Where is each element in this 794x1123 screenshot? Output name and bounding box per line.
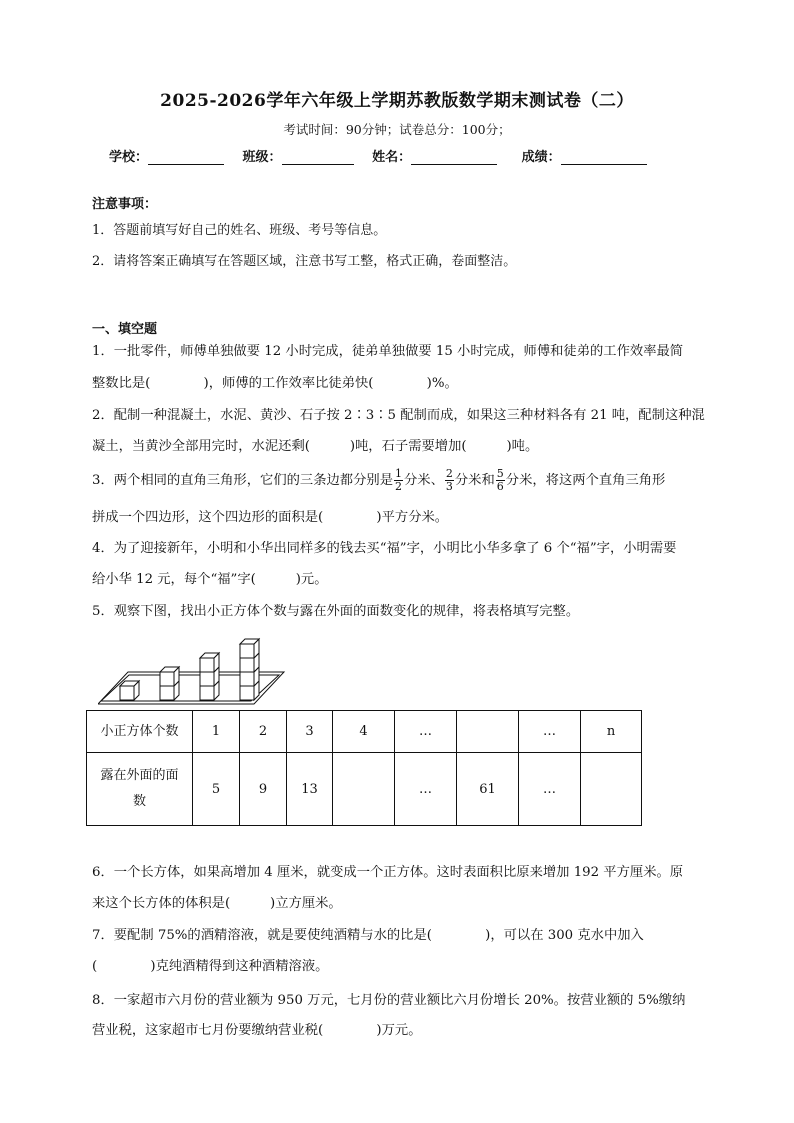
notice-item-2: 2．请将答案正确填写在答题区域，注意书写工整，格式正确，卷面整洁。 [92,254,517,269]
question-3-text-mid2: 分米和 [454,473,495,488]
small-cube [120,681,139,700]
question-1-line-2: 整数比是( )，师傅的工作效率比徒弟快( )%。 [92,376,458,391]
question-3-text-post: 分米，将这两个直角三角形 [505,473,666,488]
table-cell: 13 [287,753,333,826]
question-2-line-1: 2．配制一种混凝土，水泥、黄沙、石子按 2∶3∶5 配制而成，如果这三种材料各有 21 吨，配制这种混 [92,408,705,423]
question-6-line-1: 6．一个长方体，如果高增加 4 厘米，就变成一个正方体。这时表面积比原来增加 192 平方厘米。原 [92,865,684,880]
row-head-exposed-faces: 露在外面的面 数 [87,753,193,826]
fraction-five-sixths: $\frac{5}{6}$ [496,467,504,493]
notice-item-1: 1．答题前填写好自己的姓名、班级、考号等信息。 [92,223,387,238]
school-blank[interactable] [148,150,224,165]
table-cell: 2 [240,711,287,753]
question-3-line-2: 拼成一个四边形，这个四边形的面积是( )平方分米。 [92,510,449,525]
name-field [372,146,497,165]
small-cube [200,653,219,672]
table-cell: … [395,711,457,753]
question-3-text-pre: 3．两个相同的直角三角形，它们的三条边都分别是 [92,473,393,488]
table-cell: 61 [457,753,519,826]
score-label: 成绩： [521,150,561,165]
section-heading-fill-blank: 一、填空题 [92,322,158,337]
name-label: 姓名： [372,150,412,165]
school-label: 学校： [109,150,149,165]
exam-title: 2025-2026学年六年级上学期苏教版数学期末测试卷（二） [160,91,634,111]
question-6-line-2: 来这个长方体的体积是( )立方厘米。 [92,896,342,911]
table-row-cube-count [87,711,642,753]
table-cell: … [395,753,457,826]
question-4-line-2: 给小华 12 元，每个“福”字( )元。 [92,572,328,587]
question-1-line-1: 1．一批零件，师傅单独做要 12 小时完成，徒弟单独做要 15 小时完成，师傅和徒弟的工作效率最简 [92,344,684,359]
table-cell[interactable] [333,753,395,826]
question-5-line-1: 5．观察下图，找出小正方体个数与露在外面的面数变化的规律，将表格填写完整。 [92,604,580,619]
table-cell: 4 [333,711,395,753]
class-blank[interactable] [282,150,354,165]
question-8-line-2: 营业税，这家超市七月份要缴纳营业税( )万元。 [92,1023,422,1038]
small-cube [160,667,179,686]
table-cell: … [519,753,581,826]
exam-subtitle: 考试时间：90分钟；试卷总分：100分； [283,122,511,137]
class-field [243,146,354,165]
school-field [109,146,224,165]
question-2-line-2: 凝土，当黄沙全部用完时，水泥还剩( )吨，石子需要增加( )吨。 [92,439,539,454]
question-8-line-1: 8．一家超市六月份的营业额为 950 万元，七月份的营业额比六月份增长 20%。按营业额的 5%缴纳 [92,993,686,1008]
score-blank[interactable] [561,150,647,165]
fraction-one-half: $\frac{1}{2}$ [395,467,402,493]
student-info-fields [109,146,661,165]
row-head-cube-count: 小正方体个数 [87,711,193,753]
question-7-line-2: ( )克纯酒精得到这种酒精溶液。 [92,959,329,974]
question-3-text-mid1: 分米、 [404,473,444,488]
table-cell: n [581,711,642,753]
fraction-two-thirds: $\frac{2}{3}$ [445,467,453,493]
table-cell[interactable] [457,711,519,753]
table-cell[interactable] [581,753,642,826]
table-cell: 9 [240,753,287,826]
table-cell: 5 [193,753,240,826]
question-7-line-1: 7．要配制 75%的酒精溶液，就是要使纯酒精与水的比是( )，可以在 300 克水中加入 [92,928,644,943]
score-field [522,146,647,165]
table-cell: … [519,711,581,753]
cube-face-table [86,710,642,826]
class-label: 班级： [242,150,282,165]
cube-stacks-illustration [98,632,288,708]
question-4-line-1: 4．为了迎接新年，小明和小华出同样多的钱去买“福”字，小明比小华多拿了 6 个“福”字，小明需要 [92,541,677,556]
name-blank[interactable] [411,150,497,165]
notice-heading: 注意事项： [92,197,158,212]
table-row-exposed-faces [87,753,642,826]
small-cube [240,639,259,658]
table-cell: 1 [193,711,240,753]
question-3-line-1 [92,466,704,496]
table-cell: 3 [287,711,333,753]
